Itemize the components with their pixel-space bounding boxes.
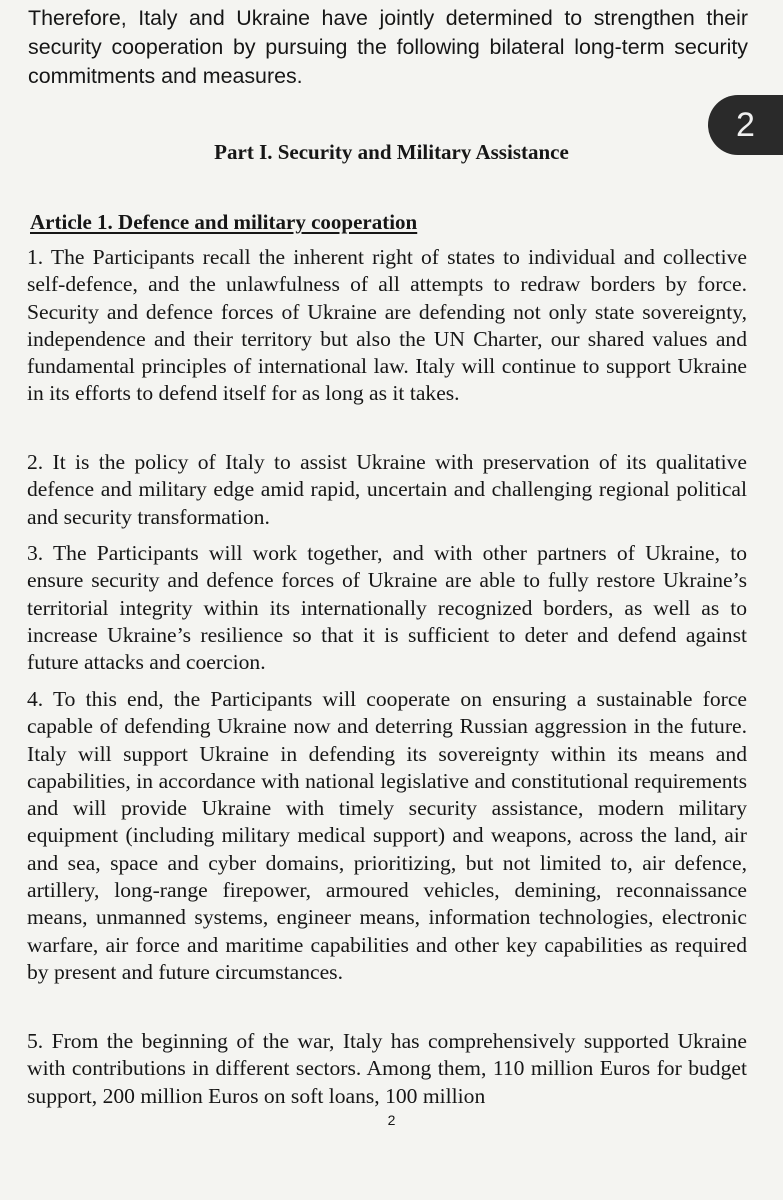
paragraph-1: 1. The Participants recall the inherent right of states to individual and collective self-defence, and the unlawfulness of all attempts to redraw borders by force. Security and defence forces of Ukraine are defending not only state sovereignty, independence and their territory but also the UN Charter, our shared values and fundamental principles of international law. Italy will continue to support Ukraine in its efforts to defend itself for as long as it takes. [27,245,747,406]
part-heading: Part I. Security and Military Assistance [214,140,569,164]
paragraph-5: 5. From the beginning of the war, Italy has comprehensively supported Ukraine with contributions in different sectors. Among them, 110 million Euros for budget support, 200 million Euros on soft loans, 100 million [27,1029,747,1108]
paragraph-4: 4. To this end, the Participants will cooperate on ensuring a sustainable force capable of defending Ukraine now and deterring Russian aggression in the future. Italy will support Ukraine in defending its sovereignty within its means and capabilities, in accordance with national legislative and constitutional requirements and will provide Ukraine with timely security assistance, modern military equipment (including military medical support) and weapons, across the land, air and sea, space and cyber domains, prioritizing, but not limited to, air defence, artillery, long-range firepower, armoured vehicles, demining, reconnaissance means, unmanned systems, engineer means, information technologies, electronic warfare, air force and maritime capabilities and other key capabilities as required by present and future circumstances. [27,687,747,984]
paragraph-3: 3. The Participants will work together, and with other partners of Ukraine, to ensure security and defence forces of Ukraine are able to fully restore Ukraine’s territorial integrity within its internationally recognized borders, as well as to increase Ukraine’s resilience so that it is sufficient to deter and defend against future attacks and coercion. [27,541,747,675]
article-heading: Article 1. Defence and military cooperation [30,210,418,234]
page-number: 2 [387,1112,396,1128]
intro-paragraph: Therefore, Italy and Ukraine have jointly determined to strengthen their security cooperation by pursuing the following bilateral long-term security commitments and measures. [28,6,748,88]
page-badge: 2 [708,95,783,155]
paragraph-2: 2. It is the policy of Italy to assist Ukraine with preservation of its qualitative defence and military edge amid rapid, uncertain and challenging regional political and security transformation. [27,450,747,529]
